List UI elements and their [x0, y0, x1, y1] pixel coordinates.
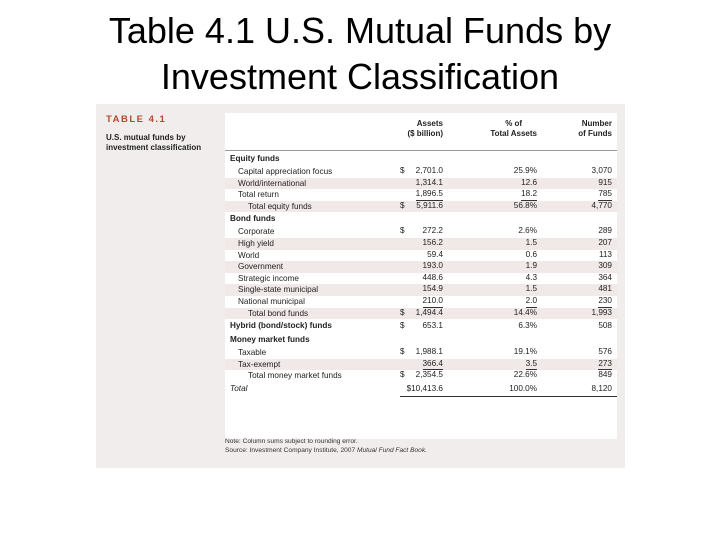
table-row [225, 250, 617, 262]
cell-assets: 448.6 [422, 272, 443, 282]
cell-num: 508 [598, 321, 612, 331]
cell-num: 207 [598, 237, 612, 247]
table-row [225, 238, 617, 250]
table-source [225, 446, 427, 455]
cell-assets: 156.2 [422, 237, 443, 247]
cell-pct: 25.9% [513, 166, 537, 175]
slide-title-line-1: Table 4.1 U.S. Mutual Funds by [108, 10, 612, 51]
row-label: Total [230, 383, 248, 393]
row-label: Taxable [238, 348, 267, 358]
cell-num: 273 [598, 359, 612, 371]
dollar-sign: $ [400, 307, 405, 317]
cell-num: 230 [598, 296, 612, 308]
cell-assets: 5,911.6 [416, 200, 443, 210]
slide-title-line-2: Investment Classification [160, 56, 560, 97]
dollar-sign: $ [400, 347, 405, 357]
slide-title [0, 8, 720, 100]
cell-pct: 3.5 [526, 359, 537, 371]
cell-pct: 22.6% [513, 370, 537, 380]
row-label: Bond funds [230, 214, 276, 224]
header-rule [225, 150, 617, 151]
cell-num: 309 [598, 261, 612, 271]
table-row [225, 284, 617, 296]
data-table [225, 113, 617, 439]
table-row [225, 296, 617, 308]
cell-assets: 193.0 [422, 261, 443, 271]
row-label: Tax-exempt [238, 359, 281, 369]
row-label: National municipal [238, 296, 305, 306]
cell-num: 113 [598, 249, 612, 259]
row-label: Capital appreciation focus [238, 167, 333, 176]
section-row [225, 212, 617, 226]
grand-total-row [225, 382, 617, 396]
cell-assets: 366.4 [423, 359, 444, 371]
source-prefix: Source: Investment Company Institute, 2007 [225, 447, 357, 454]
table-row [225, 166, 617, 178]
table-figure [96, 104, 625, 468]
row-label: Total money market funds [248, 371, 342, 381]
cell-num: 289 [598, 226, 612, 236]
header-num [578, 119, 612, 139]
cell-pct: 2.0 [526, 296, 537, 308]
cell-num: 3,070 [591, 166, 612, 175]
table-row [225, 261, 617, 273]
cell-assets: 210.0 [423, 296, 444, 308]
header-pct-line-2: Total Assets [490, 129, 537, 138]
row-label: Total bond funds [248, 308, 309, 318]
cell-num: 8,120 [591, 383, 612, 393]
subtotal-row [225, 370, 617, 382]
header-pct [490, 119, 537, 139]
table-row [225, 347, 617, 359]
row-label: World/international [238, 178, 307, 188]
cell-pct: 19.1% [513, 347, 537, 357]
subtotal-row [225, 201, 617, 213]
table-number-label: TABLE 4.1 [106, 114, 167, 125]
cell-assets: 1,988.1 [415, 347, 443, 357]
cell-assets: 1,896.5 [416, 189, 443, 201]
cell-pct: 1.5 [525, 284, 537, 294]
table-header [225, 113, 617, 152]
table-caption [106, 133, 224, 153]
cell-assets: 1,494.4 [415, 307, 443, 317]
row-label: Single-state municipal [238, 285, 319, 295]
header-pct-line-1: % of [505, 119, 523, 128]
cell-assets: 653.1 [422, 321, 443, 331]
row-label: Money market funds [230, 335, 310, 345]
cell-assets: 59.4 [427, 249, 443, 259]
cell-pct: 1.9 [525, 261, 537, 271]
cell-pct: 0.6 [525, 249, 537, 259]
cell-assets: $10,413.6 [406, 383, 443, 393]
cell-assets: 154.9 [422, 284, 443, 294]
header-num-line-1: Number [581, 119, 612, 128]
section-row [225, 333, 617, 347]
header-num-line-2: of Funds [578, 129, 612, 138]
row-label: Strategic income [238, 273, 299, 283]
cell-pct: 56.8% [513, 200, 537, 210]
table-side-caption [106, 114, 224, 153]
row-label: High yield [238, 238, 274, 248]
table-row [225, 273, 617, 285]
table-caption-line-1: U.S. mutual funds by [106, 133, 186, 142]
cell-assets: 272.2 [422, 226, 443, 236]
cell-pct: 18.2 [521, 189, 537, 201]
cell-num: 785 [598, 189, 612, 201]
header-assets [407, 119, 443, 139]
table-row [225, 359, 617, 371]
dollar-sign: $ [400, 226, 405, 236]
source-book-title: Mutual Fund Fact Book. [356, 447, 427, 454]
cell-assets: 1,314.1 [415, 177, 443, 187]
cell-pct: 12.6 [521, 177, 537, 187]
cell-assets: 2,354.5 [415, 370, 443, 380]
dollar-sign: $ [400, 166, 405, 175]
cell-pct: 2.6% [518, 226, 537, 236]
row-label: Corporate [238, 227, 275, 237]
cell-num: 1,993 [591, 307, 612, 317]
grand-total-rule [400, 396, 617, 397]
row-label: Government [238, 262, 284, 272]
dollar-sign: $ [400, 321, 405, 331]
cell-pct: 14.4% [513, 307, 537, 317]
row-label: Total equity funds [248, 201, 312, 211]
row-label: World [238, 250, 260, 260]
section-row [225, 152, 617, 166]
cell-num: 364 [598, 272, 612, 282]
cell-assets: 2,701.0 [415, 166, 443, 175]
row-label: Equity funds [230, 154, 280, 163]
cell-pct: 4.3 [525, 272, 537, 282]
table-note: Note: Column sums subject to rounding error. [225, 438, 358, 445]
row-label: Total return [238, 190, 279, 200]
table-row [225, 178, 617, 190]
section-row [225, 319, 617, 333]
cell-num: 849 [598, 370, 612, 380]
table-row [225, 226, 617, 238]
table-row [225, 189, 617, 201]
cell-pct: 6.3% [518, 321, 537, 331]
header-assets-line-2: ($ billion) [407, 129, 443, 138]
row-label: Hybrid (bond/stock) funds [230, 321, 332, 331]
cell-num: 915 [598, 177, 612, 187]
table-body [225, 152, 617, 396]
subtotal-row [225, 308, 617, 320]
dollar-sign: $ [400, 200, 405, 210]
cell-num: 576 [598, 347, 612, 357]
cell-pct: 100.0% [509, 383, 537, 393]
header-assets-line-1: Assets [416, 119, 443, 128]
dollar-sign: $ [400, 370, 405, 380]
cell-num: 4,770 [591, 200, 612, 210]
table-caption-line-2: investment classification [106, 143, 202, 152]
cell-pct: 1.5 [525, 237, 537, 247]
cell-num: 481 [598, 284, 612, 294]
table-notes [225, 437, 427, 455]
